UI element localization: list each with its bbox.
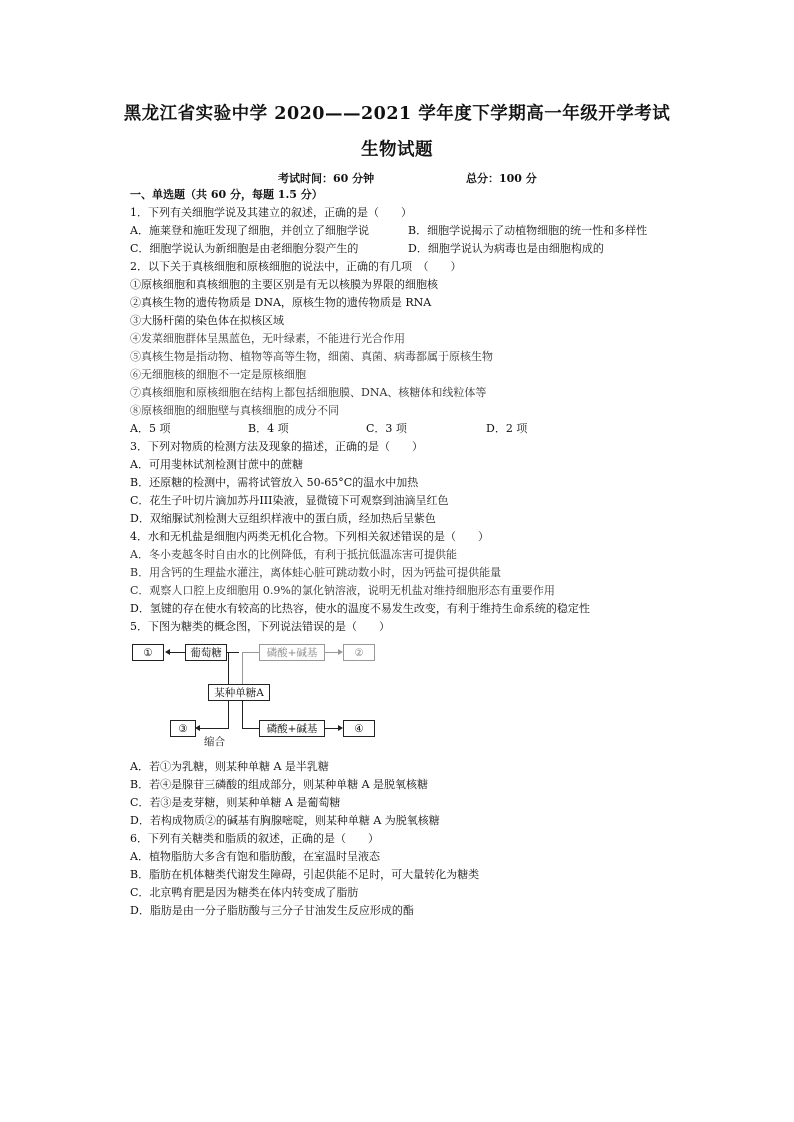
question-2-item: ⑥无细胞核的细胞不一定是原核细胞 [130,368,306,381]
diagram-connector [243,652,259,653]
question-2-item: ①原核细胞和真核细胞的主要区别是有无以核膜为界限的细胞核 [130,278,438,291]
question-5-option-b: B．若④是腺苷三磷酸的组成部分，则某种单糖 A 是脱氧核糖 [130,778,429,791]
question-1-option-d: D．细胞学说认为病毒也是由细胞构成的 [408,242,604,255]
diagram-node-4: ④ [343,720,375,737]
question-2-item: ②真核生物的遗传物质是 DNA，原核生物的遗传物质是 RNA [130,296,432,309]
question-5-option-d: D．若构成物质②的碱基有胸腺嘧啶，则某种单糖 A 为脱氧核糖 [130,814,440,827]
question-6-option-b: B．脂肪在机体糖类代谢发生障碍，引起供能不足时，可大量转化为糖类 [130,868,480,881]
diagram-connector [170,652,185,653]
question-2-item: ⑤真核生物是指动物、植物等高等生物，细菌、真菌、病毒都属于原核生物 [130,350,493,363]
question-2-option-c: C．3 项 [366,422,407,435]
diagram-connector [242,652,243,684]
question-5-option-a: A．若①为乳糖，则某种单糖 A 是半乳糖 [130,760,329,773]
exam-subject: 生物试题 [361,140,433,160]
arrow-right-icon [338,649,343,655]
question-3-stem: 3．下列对物质的检测方法及现象的描述，正确的是（ ） [130,440,423,453]
question-2-item: ⑧原核细胞的细胞壁与真核细胞的成分不同 [130,404,339,417]
sugar-concept-diagram [130,636,390,746]
question-6-option-c: C．北京鸭育肥是因为糖类在体内转变成了脂肪 [130,886,359,899]
question-4-option-c: C．观察人口腔上皮细胞用 0.9%的氯化钠溶液，说明无机盐对维持细胞形态有重要作用 [130,584,555,597]
question-2-stem: 2．以下关于真核细胞和原核细胞的说法中，正确的有几项 （ ） [130,260,462,273]
exam-time: 考试时间：60 分钟 [278,172,375,185]
diagram-connector [200,728,228,729]
diagram-connector [228,652,229,684]
diagram-connector [228,701,229,729]
question-3-option-a: A．可用斐林试剂检测甘蔗中的蔗糖 [130,458,303,471]
question-3-option-d: D．双缩脲试剂检测大豆组织样液中的蛋白质，经加热后呈紫色 [130,512,436,525]
question-1-option-b: B．细胞学说揭示了动植物细胞的统一性和多样性 [408,224,648,237]
diagram-node-phosphate-base-bottom: 磷酸+碱基 [259,720,325,737]
question-6-option-d: D．脂肪是由一分子脂肪酸与三分子甘油发生反应形成的酯 [130,904,414,917]
section-title: 一、单选题（共 60 分，每题 1.5 分） [130,188,323,201]
diagram-node-phosphate-base-top: 磷酸+碱基 [259,644,325,661]
question-6-option-a: A．植物脂肪大多含有饱和脂肪酸，在室温时呈液态 [130,850,380,863]
diagram-connector [325,728,338,729]
question-4-option-a: A．冬小麦越冬时自由水的比例降低，有利于抵抗低温冻害可提供能 [130,548,457,561]
question-5-stem: 5．下图为糖类的概念图，下列说法错误的是（ ） [130,620,390,633]
diagram-connector [325,652,338,653]
arrow-left-icon [165,649,170,655]
diagram-node-3: ③ [170,720,196,737]
diagram-node-glucose: 葡萄糖 [185,644,227,661]
diagram-connector [242,728,259,729]
exam-title: 黑龙江省实验中学 2020——2021 学年度下学期高一年级开学考试 [123,104,671,124]
question-2-option-d: D．2 项 [486,422,528,435]
question-2-item: ⑦真核细胞和原核细胞在结构上都包括细胞膜、DNA、核糖体和线粒体等 [130,386,487,399]
diagram-label-condensation: 缩合 [204,736,225,748]
question-2-item: ④发菜细胞群体呈黑蓝色，无叶绿素，不能进行光合作用 [130,332,405,345]
diagram-node-sugar-a: 某种单糖A [208,684,270,701]
total-score: 总分：100 分 [466,172,537,185]
question-6-stem: 6．下列有关糖类和脂质的叙述，正确的是（ ） [130,832,379,845]
question-4-option-b: B．用含钙的生理盐水灌注，离体蛙心脏可跳动数小时，因为钙盐可提供能量 [130,566,502,579]
question-2-option-a: A．5 项 [130,422,171,435]
question-1-option-a: A．施莱登和施旺发现了细胞，并创立了细胞学说 [130,224,369,237]
diagram-node-1: ① [132,644,164,661]
question-4-option-d: D．氢键的存在使水有较高的比热容，使水的温度不易发生改变，有利于维持生命系统的稳定性 [130,602,590,615]
question-5-option-c: C．若③是麦芽糖，则某种单糖 A 是葡萄糖 [130,796,341,809]
question-2-option-b: B．4 项 [248,422,289,435]
diagram-connector [242,701,243,729]
diagram-node-2: ② [343,644,375,661]
question-1-option-c: C．细胞学说认为新细胞是由老细胞分裂产生的 [130,242,359,255]
question-3-option-b: B．还原糖的检测中，需将试管放入 50-65°C的温水中加热 [130,476,419,489]
question-1-stem: 1．下列有关细胞学说及其建立的叙述，正确的是（ ） [130,206,412,219]
question-4-stem: 4．水和无机盐是细胞内两类无机化合物。下列相关叙述错误的是（ ） [130,530,489,543]
question-3-option-c: C．花生子叶切片滴加苏丹III染液，显微镜下可观察到油滴呈红色 [130,494,449,507]
question-2-item: ③大肠杆菌的染色体在拟核区域 [130,314,284,327]
